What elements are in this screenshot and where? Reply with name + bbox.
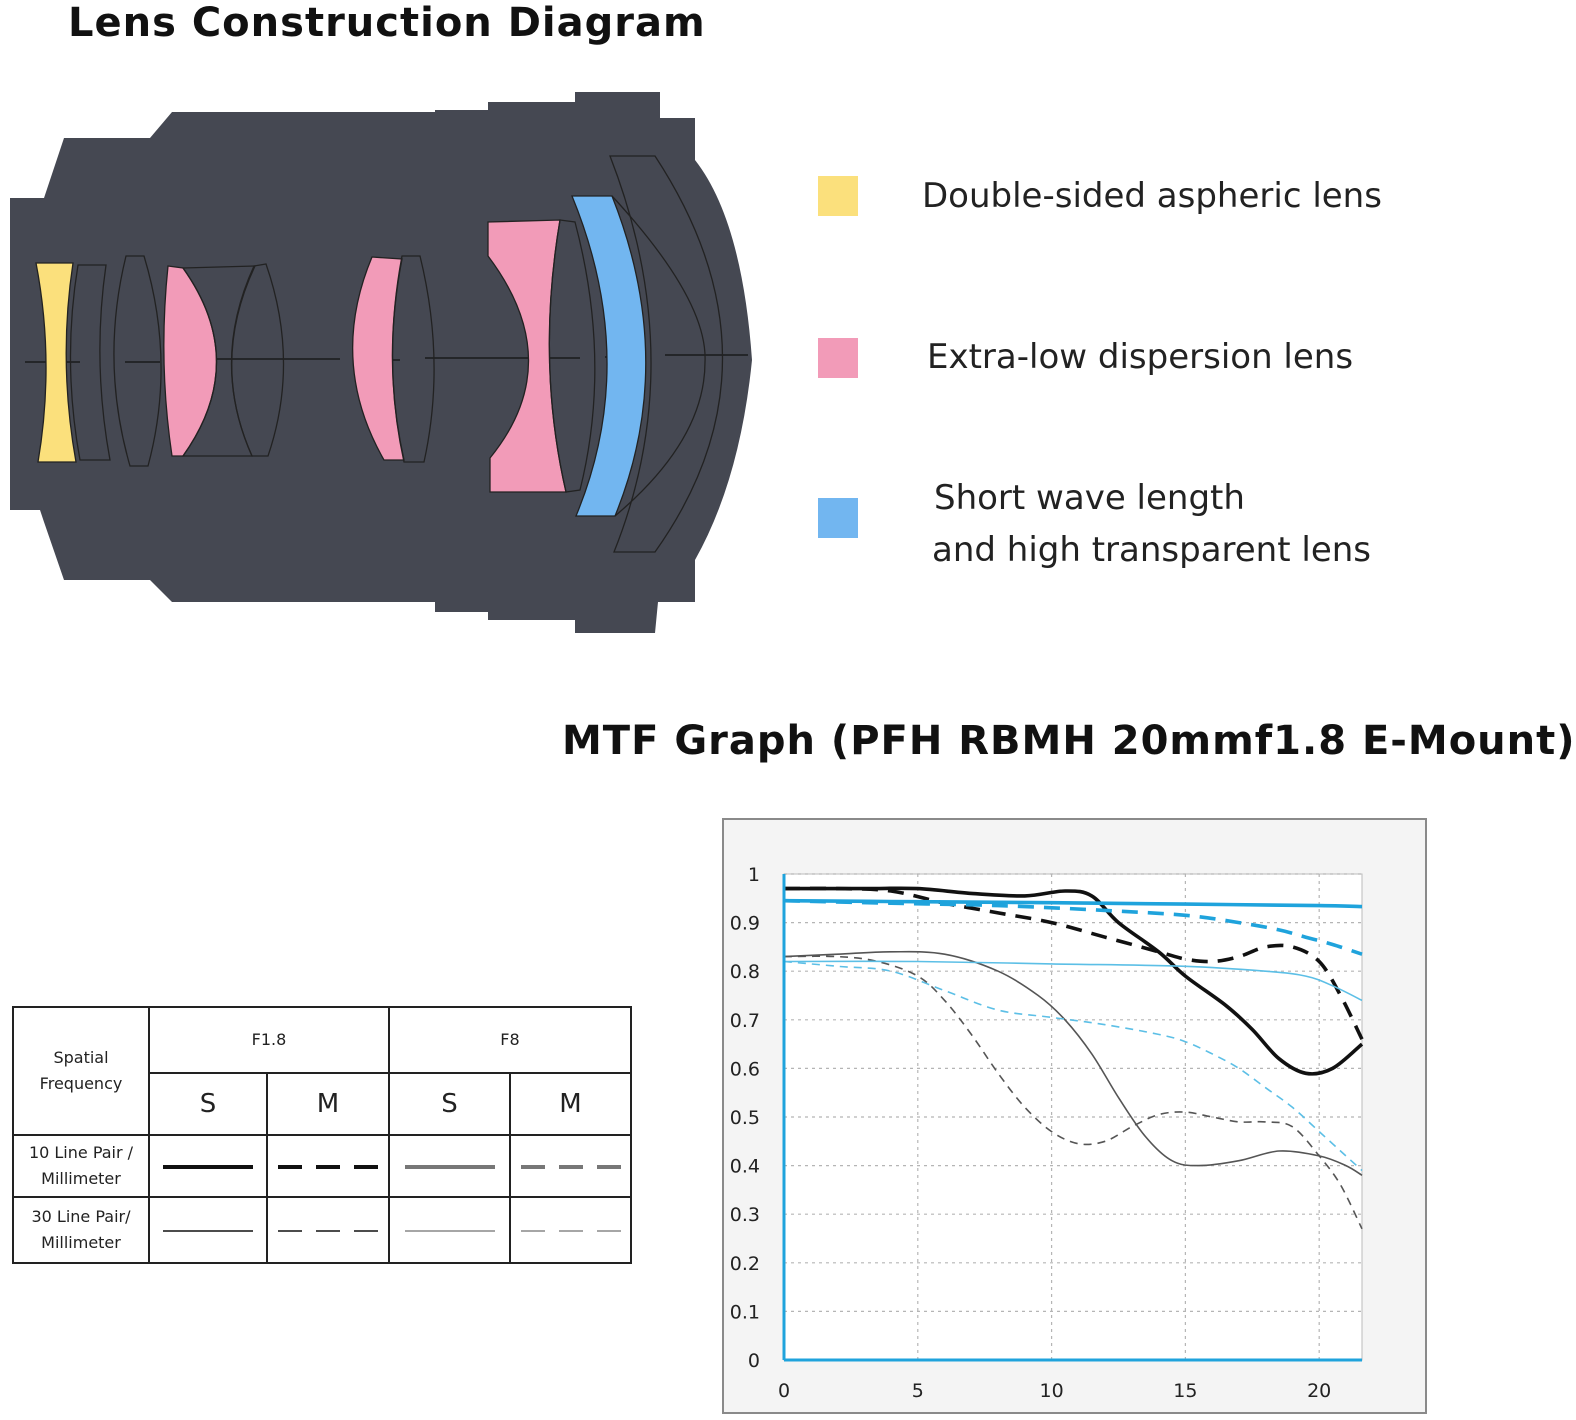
line-sample-cell — [267, 1135, 389, 1197]
aperture-header: F8 — [389, 1007, 631, 1073]
pink-swatch-icon — [818, 338, 858, 378]
y-tick-label: 0.2 — [729, 1252, 760, 1275]
y-tick-label: 1 — [747, 864, 760, 886]
meridional-header: M — [510, 1073, 631, 1135]
legend-label: Short wave length — [934, 478, 1245, 518]
lens-construction-title: Lens Construction Diagram — [68, 0, 706, 46]
line-sample-cell — [389, 1197, 510, 1263]
sagittal-header: S — [389, 1073, 510, 1135]
y-tick-label: 0.3 — [729, 1204, 760, 1227]
row-label-10-lp-mm: 10 Line Pair / Millimeter — [13, 1135, 149, 1197]
legend-label: Double-sided aspheric lens — [922, 176, 1382, 216]
y-tick-label: 0.6 — [729, 1058, 760, 1081]
mtf-chart — [722, 818, 1428, 1416]
row-label-30-lp-mm: 30 Line Pair/ Millimeter — [13, 1197, 149, 1263]
y-tick-label: 0.1 — [729, 1301, 760, 1324]
line-sample-cell — [267, 1197, 389, 1263]
sagittal-header: S — [149, 1073, 267, 1135]
y-tick-label: 0.4 — [729, 1155, 760, 1178]
line-sample-cell — [510, 1135, 631, 1197]
x-tick-label: 20 — [1307, 1380, 1332, 1402]
legend-label: Extra-low dispersion lens — [927, 337, 1354, 377]
line-sample-cell — [149, 1197, 267, 1263]
mtf-line-key-table — [12, 1006, 632, 1264]
line-sample-cell — [510, 1197, 631, 1263]
line-sample-cell — [149, 1135, 267, 1197]
x-tick-label: 15 — [1173, 1380, 1198, 1402]
x-tick-label: 5 — [911, 1380, 924, 1402]
lens-construction-diagram — [0, 80, 770, 640]
y-tick-label: 0.7 — [729, 1009, 760, 1032]
y-tick-label: 0.9 — [729, 912, 760, 935]
meridional-header: M — [267, 1073, 389, 1135]
mtf-graph-title: MTF Graph (PFH RBMH 20mmf1.8 E-Mount) — [562, 718, 1576, 764]
spatial-frequency-header: Spatial Frequency — [13, 1007, 149, 1135]
x-tick-label: 10 — [1039, 1380, 1064, 1402]
y-tick-label: 0.5 — [729, 1107, 760, 1129]
x-tick-label: 0 — [777, 1380, 791, 1402]
blue-swatch-icon — [818, 498, 858, 538]
legend-label: and high transparent lens — [932, 530, 1371, 570]
y-tick-label: 0.8 — [729, 961, 760, 984]
yellow-swatch-icon — [818, 176, 858, 216]
y-tick-label: 0 — [747, 1350, 760, 1372]
aperture-header: F1.8 — [149, 1007, 389, 1073]
line-sample-cell — [389, 1135, 510, 1197]
